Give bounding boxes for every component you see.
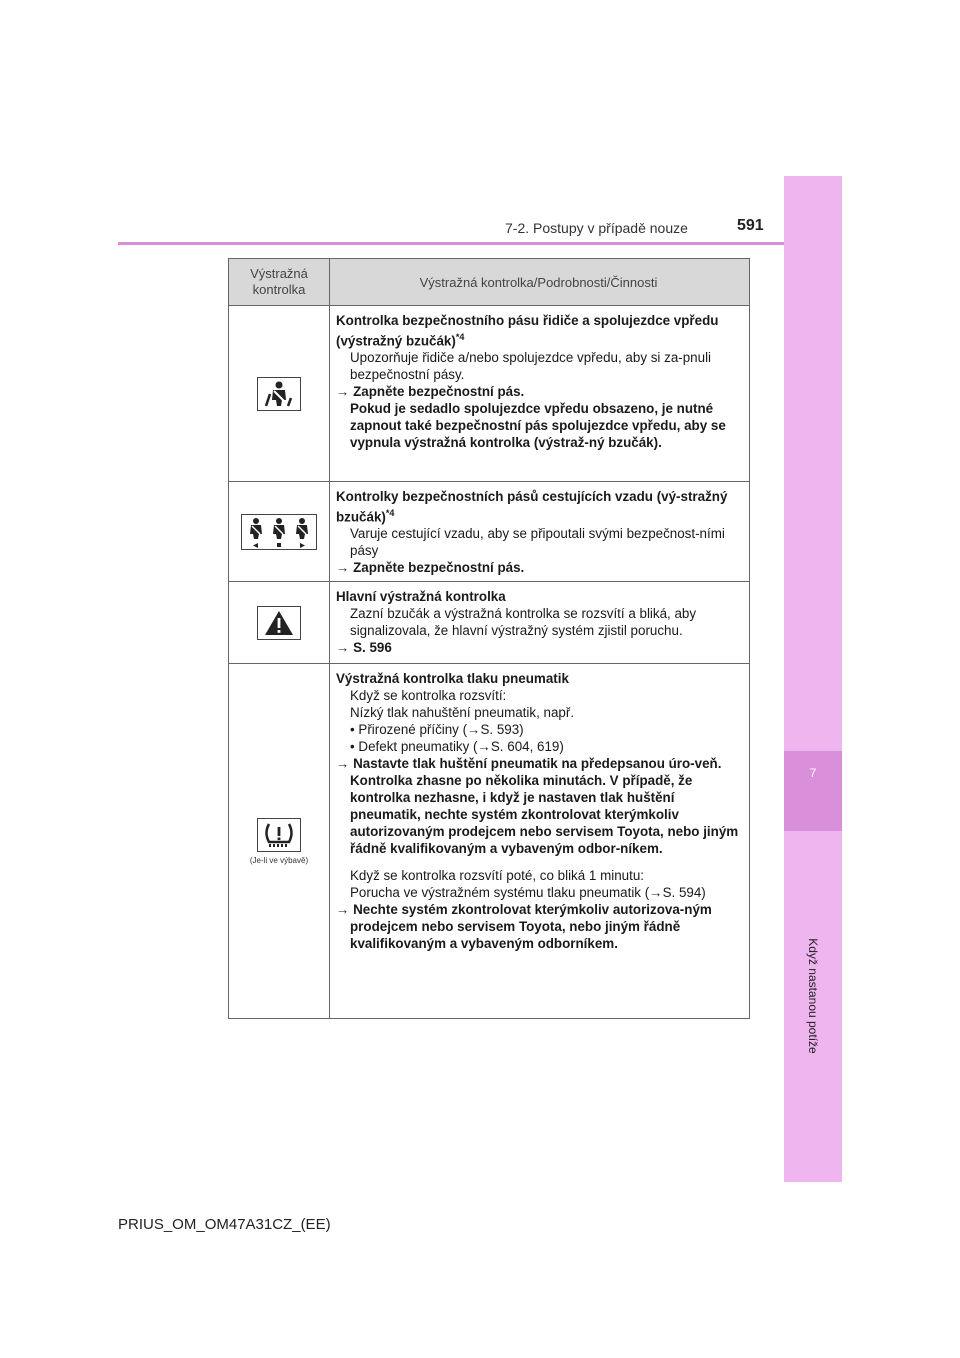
header-col-details: Výstražná kontrolka/Podrobnosti/Činnosti: [330, 259, 749, 305]
details-cell: [330, 582, 749, 663]
row-action-detail: Pokud je sedadlo spolujezdce vpředu obsazeno, je nutné zapnout také bezpečnostní pás spolujezdce vpředu, aby se vypnula výstražná kontrolka (výstraž-ný bzučák).: [350, 401, 726, 451]
header-rule: [118, 242, 784, 245]
details-cell: [330, 306, 749, 481]
row-action: → S. 596: [336, 640, 392, 655]
master-warning-icon: [257, 606, 301, 640]
header-col-icon: Výstražná kontrolka: [229, 259, 330, 305]
row-description: Zazní bzučák a výstražná kontrolka se rozsvítí a bliká, aby signalizovala, že hlavní výstražný systém zjistil poruchu.: [350, 606, 697, 638]
row-description: Porucha ve výstražném systému tlaku pneumatik (→S. 594): [350, 885, 706, 900]
row-action: → Zapněte bezpečnostní pás.: [336, 384, 525, 400]
row-description: Když se kontrolka rozsvítí poté, co bliká 1 minutu:: [350, 868, 644, 883]
table-row: [229, 663, 749, 1018]
warning-lights-table: [228, 258, 750, 1019]
chapter-number-box: [784, 751, 842, 831]
details-cell: [330, 664, 749, 1018]
row-action: → Nechte systém zkontrolovat kterýmkoliv autorizova-ným prodejcem nebo servisem Toyota, nebo jiným řádně kvalifikovaným a vybaveným odborníkem.: [336, 902, 712, 951]
chapter-number: 7: [809, 766, 817, 780]
row-description: Nízký tlak nahuštění pneumatik, např.: [350, 705, 575, 720]
chapter-side-tab: [784, 176, 842, 1182]
row-title: Kontrolky bezpečnostních pásů cestujících vzadu (vý-stražný bzučák)$^{*4}$: [336, 489, 728, 525]
icon-cell: [229, 664, 330, 1018]
table-header-row: [229, 259, 749, 305]
page-number: 591: [737, 217, 764, 234]
row-bullet: • Defekt pneumatiky (→S. 604, 619): [350, 739, 564, 754]
details-cell: [330, 482, 749, 581]
table-row: [229, 581, 749, 663]
document-code: PRIUS_OM_OM47A31CZ_(EE): [118, 1216, 331, 1233]
icon-cell: [229, 582, 330, 663]
tire-pressure-warning-icon: [257, 818, 301, 852]
row-action: → Nastavte tlak huštění pneumatik na předepsanou úro-veň.: [336, 756, 722, 771]
icon-cell: [229, 482, 330, 581]
rear-seatbelt-warning-icon: [241, 514, 317, 550]
table-row: [229, 481, 749, 581]
row-description: Upozorňuje řidiče a/nebo spolujezdce vpředu, aby si za-pnuli bezpečnostní pásy.: [350, 350, 712, 383]
row-description: Varuje cestující vzadu, aby se připoutali svými bezpečnost-ními pásy: [350, 526, 725, 559]
chapter-label: Když nastanou potíže: [806, 938, 820, 1054]
row-title: Kontrolka bezpečnostního pásu řidiče a spolujezdce vpředu (výstražný bzučák)$^{*4}$: [336, 313, 719, 349]
row-title: Hlavní výstražná kontrolka: [336, 589, 506, 604]
row-bullet: • Přirozené příčiny (→S. 593): [350, 722, 524, 737]
row-action-detail: Kontrolka zhasne po několika minutách. V případě, že kontrolka nezhasne, i když je nastaven tlak huštění pneumatik, nechte systém zkontrolovat kterýmkoliv autorizovaným prodejcem nebo servisem Toyota, nebo jiným řádně kvalifikovaným a vybaveným odbor-níkem.: [350, 773, 739, 856]
row-action: → Zapněte bezpečnostní pás.: [336, 560, 525, 576]
icon-note: (Je-li ve výbavě): [249, 855, 309, 865]
table-row: [229, 305, 749, 481]
section-title: 7-2. Postupy v případě nouze: [505, 220, 688, 236]
icon-cell: [229, 306, 330, 481]
row-description: Když se kontrolka rozsvítí:: [350, 688, 507, 703]
seatbelt-warning-icon: [257, 377, 301, 411]
row-title: Výstražná kontrolka tlaku pneumatik: [336, 671, 569, 686]
